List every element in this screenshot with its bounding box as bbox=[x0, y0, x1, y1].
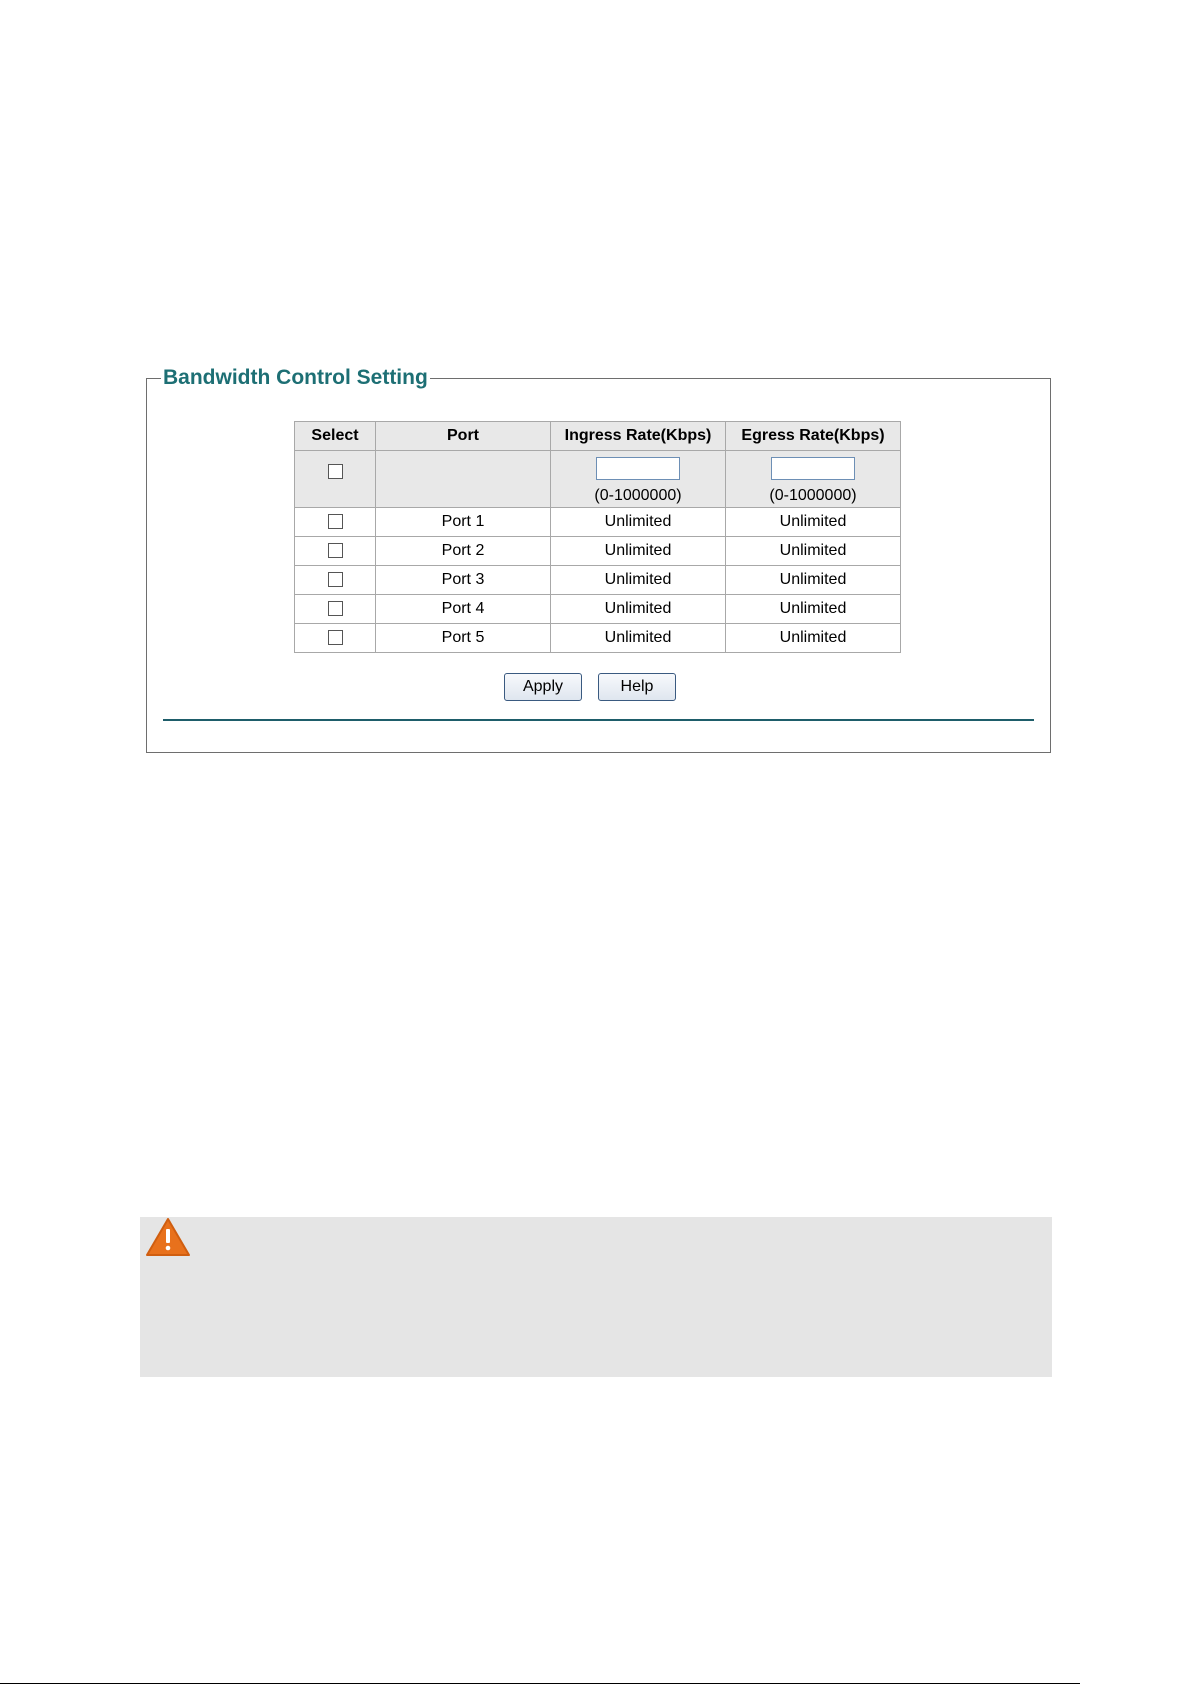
ingress-rate: Unlimited bbox=[551, 566, 726, 595]
table-row bbox=[295, 508, 901, 537]
note-box bbox=[140, 1217, 1052, 1377]
header-port: Port bbox=[376, 422, 551, 451]
header-ingress-rate: Ingress Rate(Kbps) bbox=[551, 422, 726, 451]
ingress-rate-input[interactable] bbox=[596, 457, 680, 480]
port-5-checkbox[interactable] bbox=[328, 630, 343, 645]
ingress-rate: Unlimited bbox=[551, 537, 726, 566]
bandwidth-control-panel bbox=[146, 366, 1051, 753]
ingress-rate: Unlimited bbox=[551, 624, 726, 653]
header-egress-rate: Egress Rate(Kbps) bbox=[726, 422, 901, 451]
port-2-checkbox[interactable] bbox=[328, 543, 343, 558]
global-port-cell bbox=[376, 451, 551, 508]
select-all-checkbox[interactable] bbox=[328, 464, 343, 479]
port-1-checkbox[interactable] bbox=[328, 514, 343, 529]
egress-rate-input[interactable] bbox=[771, 457, 855, 480]
ingress-rate: Unlimited bbox=[551, 508, 726, 537]
global-egress-cell bbox=[726, 451, 901, 508]
table-row bbox=[295, 566, 901, 595]
global-ingress-cell bbox=[551, 451, 726, 508]
warning-icon bbox=[145, 1217, 191, 1257]
table-row bbox=[295, 537, 901, 566]
egress-rate: Unlimited bbox=[726, 508, 901, 537]
port-4-checkbox[interactable] bbox=[328, 601, 343, 616]
ingress-rate: Unlimited bbox=[551, 595, 726, 624]
global-select-cell bbox=[295, 451, 376, 508]
global-setting-row bbox=[295, 451, 901, 508]
egress-rate: Unlimited bbox=[726, 595, 901, 624]
panel-divider bbox=[163, 719, 1034, 721]
port-name: Port 1 bbox=[376, 508, 551, 537]
port-3-checkbox[interactable] bbox=[328, 572, 343, 587]
egress-rate: Unlimited bbox=[726, 624, 901, 653]
egress-range-hint: (0-1000000) bbox=[769, 486, 857, 504]
port-name: Port 4 bbox=[376, 595, 551, 624]
port-name: Port 5 bbox=[376, 624, 551, 653]
bandwidth-table bbox=[294, 421, 901, 653]
egress-rate: Unlimited bbox=[726, 537, 901, 566]
header-select: Select bbox=[295, 422, 376, 451]
port-name: Port 3 bbox=[376, 566, 551, 595]
table-row bbox=[295, 624, 901, 653]
table-row bbox=[295, 595, 901, 624]
panel-title: Bandwidth Control Setting bbox=[163, 366, 428, 389]
page-footer-line bbox=[0, 1683, 1080, 1684]
table-header-row bbox=[295, 422, 901, 451]
egress-rate: Unlimited bbox=[726, 566, 901, 595]
help-button[interactable]: Help bbox=[598, 673, 676, 701]
port-name: Port 2 bbox=[376, 537, 551, 566]
ingress-range-hint: (0-1000000) bbox=[594, 486, 682, 504]
apply-button[interactable]: Apply bbox=[504, 673, 582, 701]
